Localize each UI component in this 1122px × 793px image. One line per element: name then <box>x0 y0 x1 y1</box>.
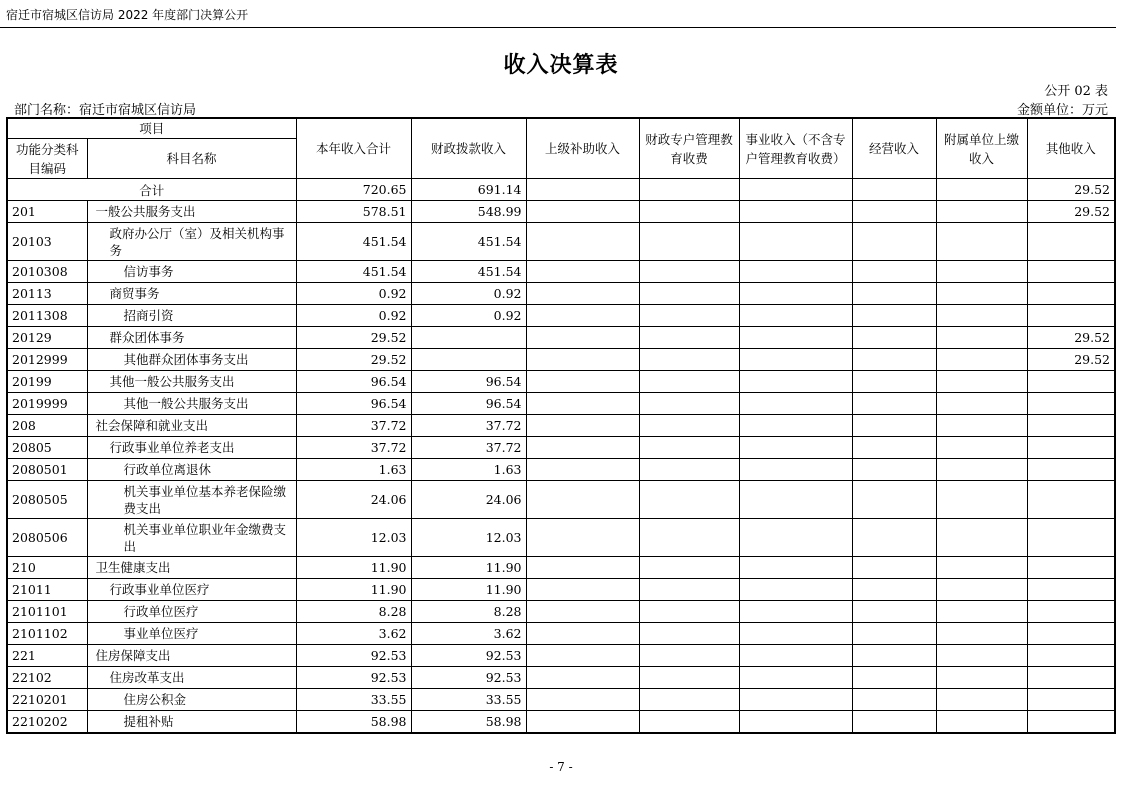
cell-operating <box>852 519 936 557</box>
cell-fiscal: 33.55 <box>411 689 526 711</box>
cell-business <box>739 481 852 519</box>
cell-total: 11.90 <box>296 579 411 601</box>
cell-affiliate <box>936 481 1027 519</box>
cell-total: 11.90 <box>296 557 411 579</box>
cell-business <box>739 371 852 393</box>
cell-code: 2101101 <box>7 601 87 623</box>
cell-code: 2080501 <box>7 459 87 481</box>
cell-code: 20113 <box>7 283 87 305</box>
cell-operating <box>852 327 936 349</box>
cell-business <box>739 519 852 557</box>
cell-business <box>739 415 852 437</box>
cell-operating <box>852 201 936 223</box>
table-row <box>7 689 1115 711</box>
table-row <box>7 557 1115 579</box>
header-edu: 财政专户管理教育收费 <box>639 118 739 179</box>
cell-operating <box>852 393 936 415</box>
cell-operating <box>852 179 936 201</box>
cell-fiscal: 96.54 <box>411 371 526 393</box>
cell-superior <box>526 557 639 579</box>
cell-edu <box>639 393 739 415</box>
cell-superior <box>526 261 639 283</box>
cell-total: 3.62 <box>296 623 411 645</box>
table-row <box>7 349 1115 371</box>
cell-code: 2101102 <box>7 623 87 645</box>
cell-edu <box>639 371 739 393</box>
cell-name: 事业单位医疗 <box>87 623 296 645</box>
cell-affiliate <box>936 371 1027 393</box>
table-row <box>7 645 1115 667</box>
table-row <box>7 305 1115 327</box>
table-row <box>7 261 1115 283</box>
cell-operating <box>852 623 936 645</box>
cell-code: 2210202 <box>7 711 87 734</box>
cell-operating <box>852 305 936 327</box>
cell-code: 208 <box>7 415 87 437</box>
cell-other: 29.52 <box>1027 327 1115 349</box>
cell-fiscal: 11.90 <box>411 579 526 601</box>
cell-superior <box>526 283 639 305</box>
cell-edu <box>639 481 739 519</box>
cell-business <box>739 283 852 305</box>
total-row <box>7 179 1115 201</box>
cell-superior <box>526 371 639 393</box>
table-row <box>7 601 1115 623</box>
cell-name: 行政事业单位养老支出 <box>87 437 296 459</box>
cell-affiliate <box>936 579 1027 601</box>
cell-fiscal: 96.54 <box>411 393 526 415</box>
running-header: 宿迁市宿城区信访局 2022 年度部门决算公开 <box>6 8 249 22</box>
cell-total: 8.28 <box>296 601 411 623</box>
table-row <box>7 415 1115 437</box>
cell-operating <box>852 415 936 437</box>
cell-total: 37.72 <box>296 437 411 459</box>
cell-fiscal: 548.99 <box>411 201 526 223</box>
cell-other <box>1027 689 1115 711</box>
cell-affiliate <box>936 437 1027 459</box>
cell-code: 2210201 <box>7 689 87 711</box>
table-row <box>7 283 1115 305</box>
cell-superior <box>526 437 639 459</box>
cell-total: 578.51 <box>296 201 411 223</box>
cell-affiliate <box>936 459 1027 481</box>
cell-fiscal: 12.03 <box>411 519 526 557</box>
header-superior: 上级补助收入 <box>526 118 639 179</box>
cell-name: 商贸事务 <box>87 283 296 305</box>
cell-superior <box>526 711 639 734</box>
cell-total: 720.65 <box>296 179 411 201</box>
cell-total: 0.92 <box>296 283 411 305</box>
table-row <box>7 201 1115 223</box>
cell-other <box>1027 711 1115 734</box>
cell-operating <box>852 601 936 623</box>
table-row <box>7 623 1115 645</box>
cell-business <box>739 201 852 223</box>
table-row <box>7 223 1115 261</box>
cell-fiscal: 11.90 <box>411 557 526 579</box>
cell-superior <box>526 689 639 711</box>
cell-business <box>739 437 852 459</box>
cell-operating <box>852 711 936 734</box>
table-row <box>7 437 1115 459</box>
table-row <box>7 393 1115 415</box>
cell-business <box>739 689 852 711</box>
cell-code: 20129 <box>7 327 87 349</box>
cell-edu <box>639 437 739 459</box>
cell-business <box>739 179 852 201</box>
cell-superior <box>526 459 639 481</box>
cell-total: 12.03 <box>296 519 411 557</box>
header-rule <box>0 27 1116 28</box>
cell-code: 22102 <box>7 667 87 689</box>
cell-edu <box>639 689 739 711</box>
cell-superior <box>526 223 639 261</box>
table-row <box>7 667 1115 689</box>
cell-fiscal: 0.92 <box>411 305 526 327</box>
table-header <box>7 118 1115 179</box>
table-row <box>7 579 1115 601</box>
header-business: 事业收入（不含专户管理教育收费） <box>739 118 852 179</box>
cell-code: 21011 <box>7 579 87 601</box>
income-table <box>6 117 1116 734</box>
cell-code: 2080506 <box>7 519 87 557</box>
table-row <box>7 459 1115 481</box>
cell-affiliate <box>936 557 1027 579</box>
cell-code: 2011308 <box>7 305 87 327</box>
header-project: 项目 <box>7 118 296 139</box>
cell-business <box>739 261 852 283</box>
cell-fiscal: 1.63 <box>411 459 526 481</box>
header-code: 功能分类科目编码 <box>7 139 87 179</box>
cell-fiscal: 691.14 <box>411 179 526 201</box>
cell-affiliate <box>936 667 1027 689</box>
cell-total: 1.63 <box>296 459 411 481</box>
page-number: - 7 - <box>549 760 573 774</box>
cell-code: 201 <box>7 201 87 223</box>
cell-superior <box>526 327 639 349</box>
cell-total: 92.53 <box>296 667 411 689</box>
cell-affiliate <box>936 349 1027 371</box>
cell-affiliate <box>936 201 1027 223</box>
cell-code: 210 <box>7 557 87 579</box>
cell-code: 20199 <box>7 371 87 393</box>
cell-operating <box>852 223 936 261</box>
cell-affiliate <box>936 623 1027 645</box>
cell-fiscal: 3.62 <box>411 623 526 645</box>
cell-other <box>1027 645 1115 667</box>
cell-affiliate <box>936 393 1027 415</box>
cell-name: 机关事业单位职业年金缴费支出 <box>87 519 296 557</box>
cell-superior <box>526 667 639 689</box>
cell-code: 2012999 <box>7 349 87 371</box>
cell-affiliate <box>936 415 1027 437</box>
cell-edu <box>639 305 739 327</box>
cell-name: 行政单位离退休 <box>87 459 296 481</box>
cell-code: 20103 <box>7 223 87 261</box>
cell-total: 0.92 <box>296 305 411 327</box>
cell-affiliate <box>936 283 1027 305</box>
page-title: 收入决算表 <box>503 53 619 78</box>
cell-other <box>1027 601 1115 623</box>
cell-other: 29.52 <box>1027 179 1115 201</box>
unit-label: 金额单位：万元 <box>1016 103 1108 118</box>
cell-fiscal <box>411 349 526 371</box>
form-code: 公开 02 表 <box>1044 84 1108 99</box>
cell-edu <box>639 623 739 645</box>
cell-edu <box>639 327 739 349</box>
cell-fiscal: 451.54 <box>411 261 526 283</box>
cell-business <box>739 393 852 415</box>
cell-superior <box>526 393 639 415</box>
table-row <box>7 481 1115 519</box>
cell-superior <box>526 579 639 601</box>
cell-operating <box>852 283 936 305</box>
cell-total: 451.54 <box>296 261 411 283</box>
table-row <box>7 519 1115 557</box>
cell-name: 住房保障支出 <box>87 645 296 667</box>
total-label: 合计 <box>7 179 296 201</box>
cell-affiliate <box>936 327 1027 349</box>
cell-superior <box>526 179 639 201</box>
cell-name: 群众团体事务 <box>87 327 296 349</box>
cell-affiliate <box>936 601 1027 623</box>
table-row <box>7 711 1115 734</box>
cell-other <box>1027 415 1115 437</box>
cell-name: 信访事务 <box>87 261 296 283</box>
cell-other <box>1027 667 1115 689</box>
cell-name: 其他群众团体事务支出 <box>87 349 296 371</box>
cell-operating <box>852 645 936 667</box>
cell-superior <box>526 305 639 327</box>
cell-superior <box>526 201 639 223</box>
cell-total: 29.52 <box>296 327 411 349</box>
cell-edu <box>639 711 739 734</box>
cell-other <box>1027 519 1115 557</box>
cell-business <box>739 579 852 601</box>
cell-total: 92.53 <box>296 645 411 667</box>
cell-other <box>1027 261 1115 283</box>
cell-superior <box>526 645 639 667</box>
cell-other <box>1027 481 1115 519</box>
cell-fiscal: 24.06 <box>411 481 526 519</box>
cell-edu <box>639 415 739 437</box>
cell-business <box>739 711 852 734</box>
cell-name: 其他一般公共服务支出 <box>87 371 296 393</box>
cell-fiscal <box>411 327 526 349</box>
cell-business <box>739 667 852 689</box>
cell-affiliate <box>936 711 1027 734</box>
cell-name: 行政事业单位医疗 <box>87 579 296 601</box>
header-name: 科目名称 <box>87 139 296 179</box>
cell-other <box>1027 437 1115 459</box>
cell-affiliate <box>936 261 1027 283</box>
table-row <box>7 371 1115 393</box>
cell-superior <box>526 601 639 623</box>
cell-name: 行政单位医疗 <box>87 601 296 623</box>
cell-edu <box>639 223 739 261</box>
header-other: 其他收入 <box>1027 118 1115 179</box>
cell-operating <box>852 437 936 459</box>
cell-name: 机关事业单位基本养老保险缴费支出 <box>87 481 296 519</box>
cell-edu <box>639 349 739 371</box>
cell-other: 29.52 <box>1027 349 1115 371</box>
header-fiscal: 财政拨款收入 <box>411 118 526 179</box>
cell-business <box>739 305 852 327</box>
cell-total: 451.54 <box>296 223 411 261</box>
cell-other <box>1027 393 1115 415</box>
cell-total: 24.06 <box>296 481 411 519</box>
cell-superior <box>526 349 639 371</box>
cell-code: 2080505 <box>7 481 87 519</box>
cell-other: 29.52 <box>1027 201 1115 223</box>
cell-business <box>739 349 852 371</box>
cell-name: 其他一般公共服务支出 <box>87 393 296 415</box>
cell-name: 社会保障和就业支出 <box>87 415 296 437</box>
cell-business <box>739 601 852 623</box>
cell-fiscal: 92.53 <box>411 667 526 689</box>
cell-affiliate <box>936 223 1027 261</box>
cell-other <box>1027 459 1115 481</box>
cell-superior <box>526 415 639 437</box>
table-row <box>7 327 1115 349</box>
cell-other <box>1027 557 1115 579</box>
cell-affiliate <box>936 689 1027 711</box>
cell-edu <box>639 519 739 557</box>
cell-code: 20805 <box>7 437 87 459</box>
header-operating: 经营收入 <box>852 118 936 179</box>
cell-edu <box>639 579 739 601</box>
cell-total: 58.98 <box>296 711 411 734</box>
cell-edu <box>639 283 739 305</box>
cell-name: 卫生健康支出 <box>87 557 296 579</box>
cell-operating <box>852 481 936 519</box>
cell-operating <box>852 557 936 579</box>
cell-edu <box>639 179 739 201</box>
cell-superior <box>526 519 639 557</box>
cell-operating <box>852 459 936 481</box>
cell-other <box>1027 371 1115 393</box>
cell-name: 政府办公厅（室）及相关机构事务 <box>87 223 296 261</box>
cell-operating <box>852 371 936 393</box>
cell-total: 96.54 <box>296 371 411 393</box>
cell-business <box>739 327 852 349</box>
cell-business <box>739 557 852 579</box>
cell-affiliate <box>936 305 1027 327</box>
cell-operating <box>852 667 936 689</box>
cell-superior <box>526 481 639 519</box>
cell-total: 33.55 <box>296 689 411 711</box>
cell-total: 37.72 <box>296 415 411 437</box>
cell-affiliate <box>936 645 1027 667</box>
cell-operating <box>852 689 936 711</box>
cell-affiliate <box>936 519 1027 557</box>
header-total: 本年收入合计 <box>296 118 411 179</box>
cell-business <box>739 645 852 667</box>
department-label: 部门名称：宿迁市宿城区信访局 <box>14 103 197 118</box>
cell-fiscal: 37.72 <box>411 437 526 459</box>
cell-other <box>1027 223 1115 261</box>
cell-business <box>739 223 852 261</box>
cell-total: 29.52 <box>296 349 411 371</box>
cell-edu <box>639 459 739 481</box>
cell-affiliate <box>936 179 1027 201</box>
cell-operating <box>852 579 936 601</box>
cell-fiscal: 8.28 <box>411 601 526 623</box>
cell-total: 96.54 <box>296 393 411 415</box>
table-body <box>7 179 1115 734</box>
cell-fiscal: 92.53 <box>411 645 526 667</box>
cell-business <box>739 459 852 481</box>
cell-edu <box>639 557 739 579</box>
cell-name: 一般公共服务支出 <box>87 201 296 223</box>
cell-other <box>1027 623 1115 645</box>
cell-other <box>1027 579 1115 601</box>
cell-edu <box>639 201 739 223</box>
cell-name: 住房改革支出 <box>87 667 296 689</box>
cell-edu <box>639 667 739 689</box>
cell-other <box>1027 283 1115 305</box>
cell-business <box>739 623 852 645</box>
cell-code: 2019999 <box>7 393 87 415</box>
cell-edu <box>639 261 739 283</box>
cell-superior <box>526 623 639 645</box>
cell-edu <box>639 645 739 667</box>
cell-edu <box>639 601 739 623</box>
cell-fiscal: 451.54 <box>411 223 526 261</box>
cell-name: 提租补贴 <box>87 711 296 734</box>
cell-name: 招商引资 <box>87 305 296 327</box>
cell-fiscal: 0.92 <box>411 283 526 305</box>
cell-code: 221 <box>7 645 87 667</box>
cell-code: 2010308 <box>7 261 87 283</box>
cell-operating <box>852 261 936 283</box>
cell-fiscal: 37.72 <box>411 415 526 437</box>
cell-other <box>1027 305 1115 327</box>
cell-name: 住房公积金 <box>87 689 296 711</box>
cell-fiscal: 58.98 <box>411 711 526 734</box>
header-affiliate: 附属单位上缴收入 <box>936 118 1027 179</box>
cell-operating <box>852 349 936 371</box>
